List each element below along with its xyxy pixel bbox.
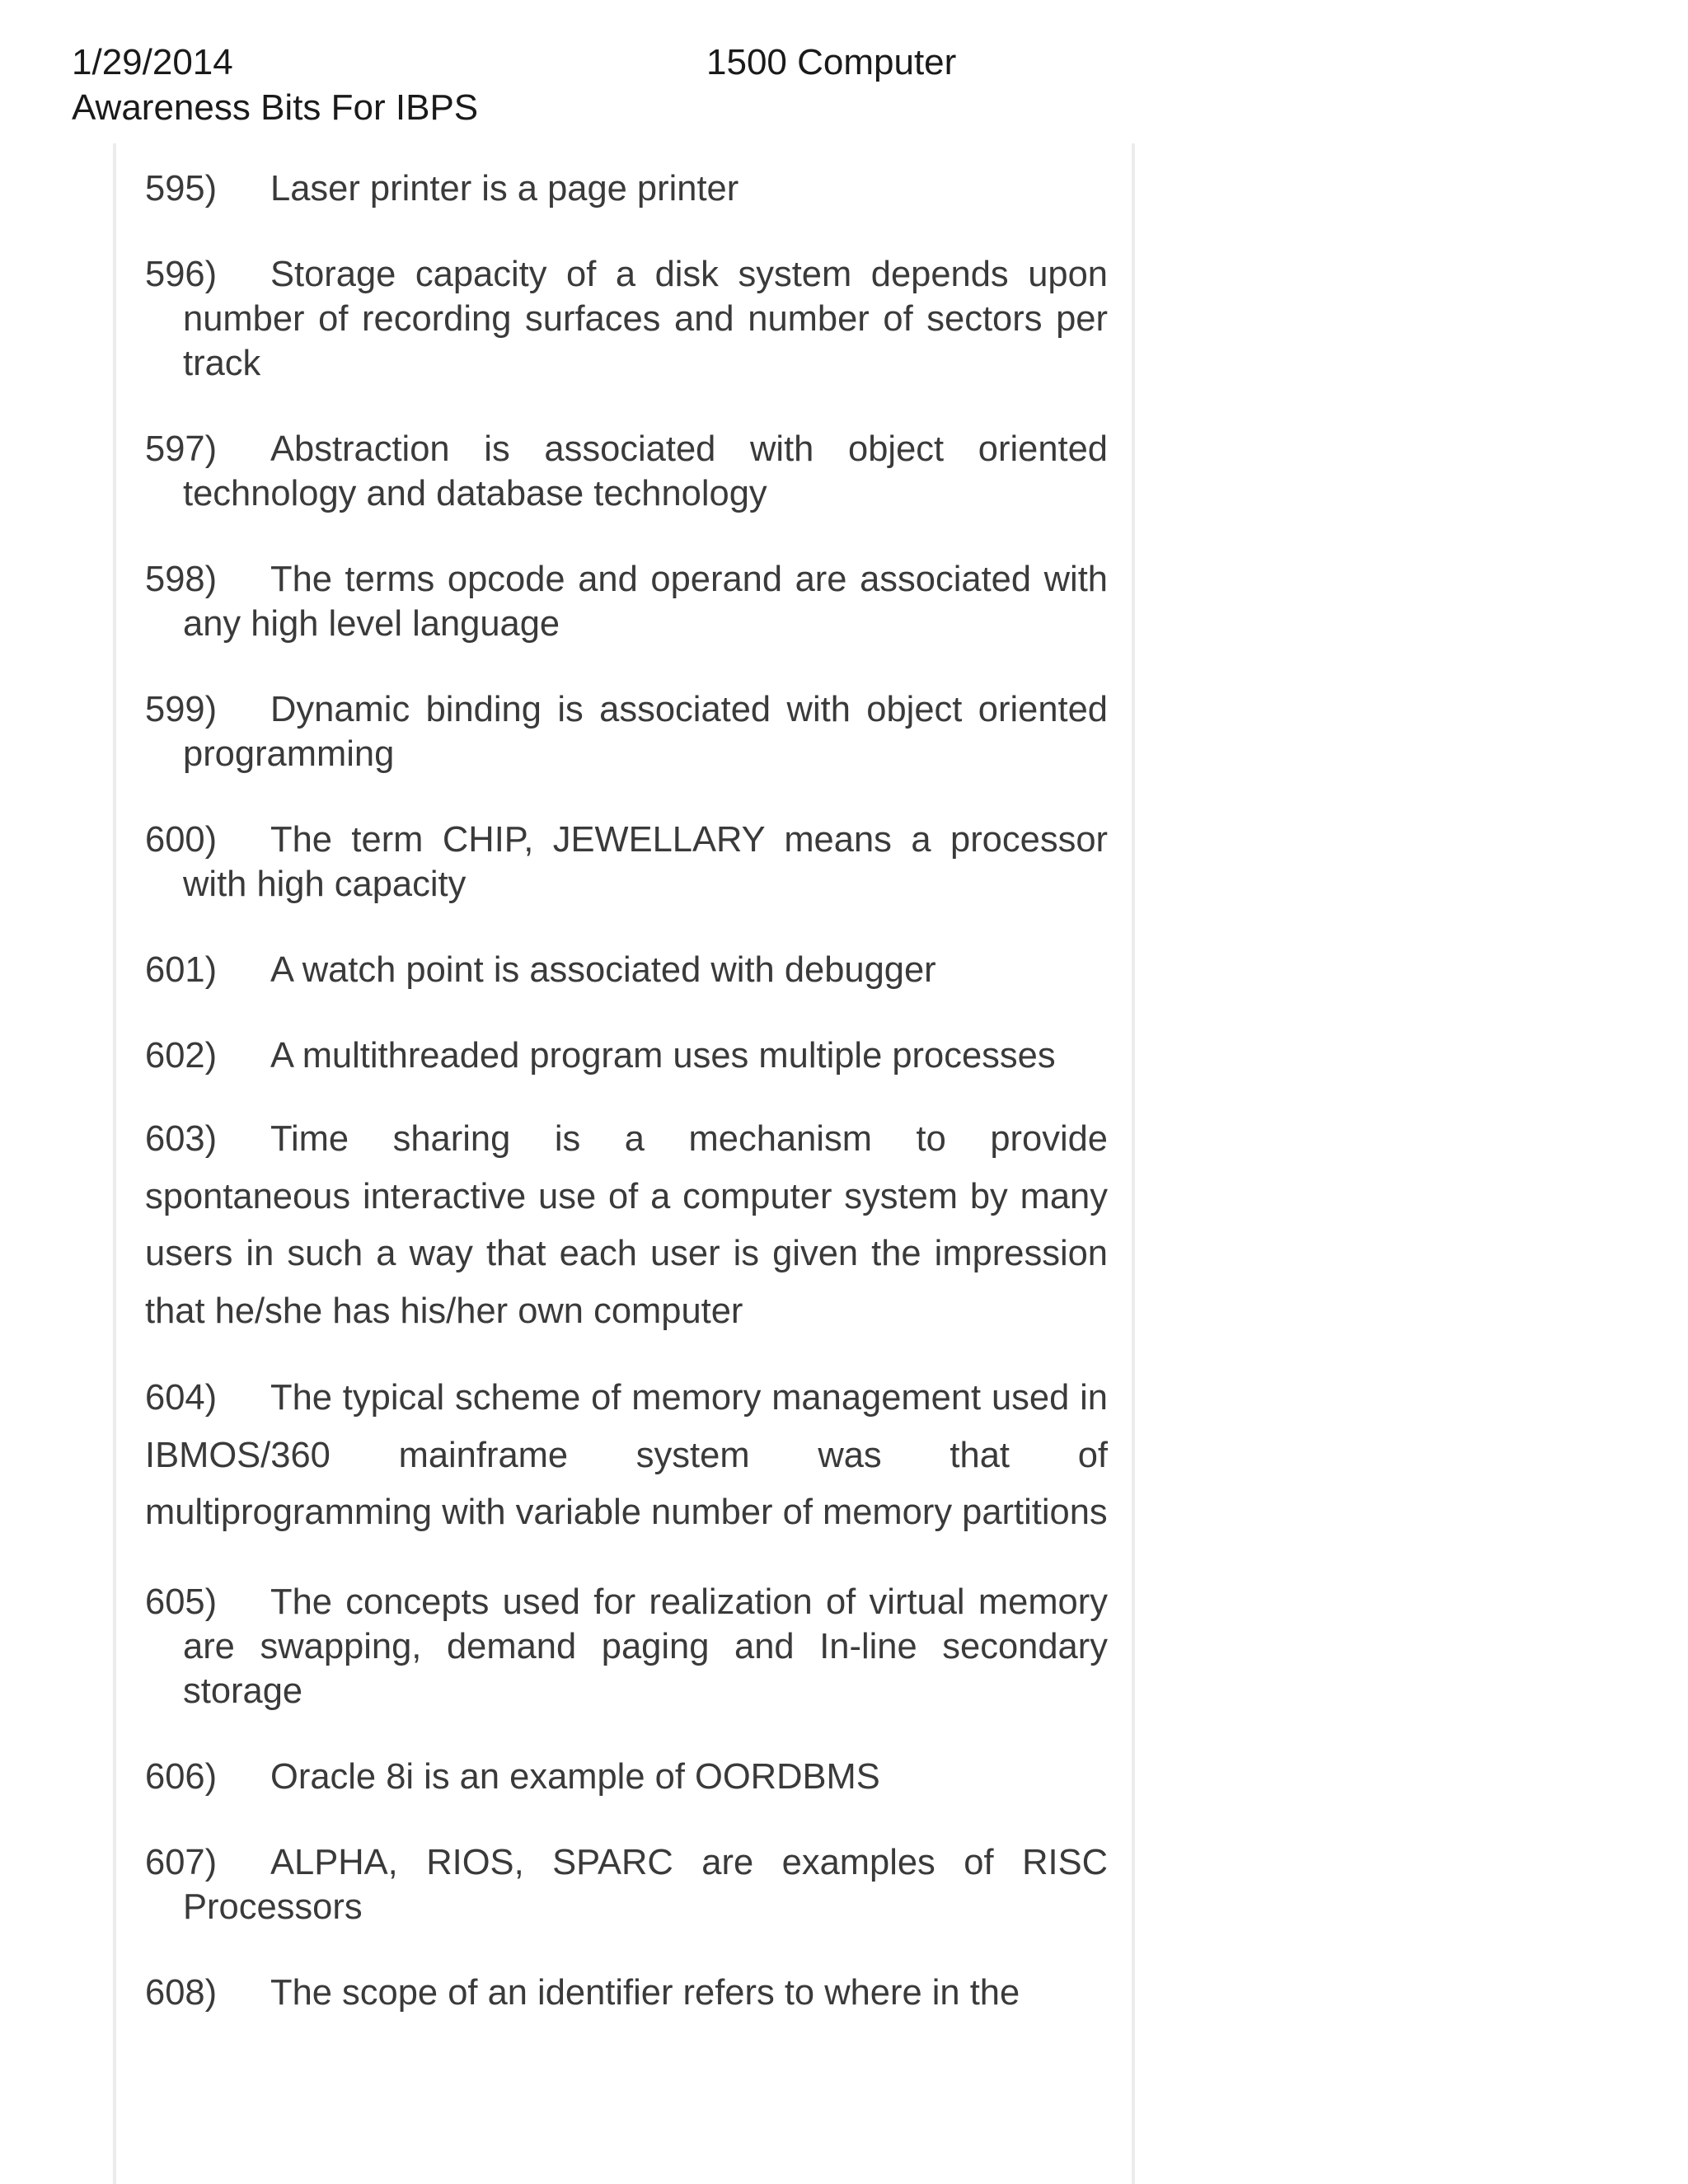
list-item (145, 948, 1108, 992)
item-number: 603) (145, 1119, 218, 1159)
item-text: A multithreaded program uses multiple processes (270, 1036, 1056, 1076)
bits-list (145, 166, 1108, 2056)
item-text: Time sharing is a mechanism to provide spontaneous interactive use of a computer system by many users in such a way that each user is given the impression that he/she has his/her own computer (145, 1119, 1108, 1331)
item-number: 608) (145, 1972, 218, 2013)
list-item (145, 818, 1108, 907)
item-text: Oracle 8i is an example of OORDBMS (270, 1756, 880, 1797)
list-item (145, 1580, 1108, 1713)
header-date: 1/29/2014 (72, 42, 233, 82)
item-text: Storage capacity of a disk system depends upon number of recording surfaces and number of sectors per track (183, 255, 1108, 383)
item-number: 605) (145, 1582, 218, 1622)
header-title: 1500 Computer (706, 42, 957, 82)
list-item (145, 1971, 1108, 2015)
list-item (145, 1370, 1108, 1542)
item-number: 601) (145, 950, 218, 990)
item-text: The scope of an identifier refers to where in the (270, 1972, 1020, 2013)
list-item (145, 427, 1108, 516)
item-number: 602) (145, 1036, 218, 1076)
list-item (145, 1840, 1108, 1929)
list-item (145, 166, 1108, 211)
item-number: 599) (145, 690, 218, 729)
header-title-continued: Awareness Bits For IBPS (72, 87, 479, 128)
document-body (113, 143, 1135, 2184)
item-text: Dynamic binding is associated with object oriented programming (183, 690, 1108, 774)
item-text: ALPHA, RIOS, SPARC are examples of RISC Processors (183, 1842, 1108, 1927)
item-number: 596) (145, 255, 218, 294)
item-number: 597) (145, 429, 218, 469)
item-number: 607) (145, 1842, 218, 1882)
list-item (145, 687, 1108, 776)
item-text: The term CHIP, JEWELLARY means a processor with high capacity (183, 820, 1108, 904)
item-text: The typical scheme of memory management used in IBMOS/360 mainframe system was that of multiprogramming with variable number of memory partitions (145, 1378, 1108, 1532)
list-item (145, 252, 1108, 386)
item-text: The terms opcode and operand are associated with any high level language (183, 560, 1108, 644)
item-number: 598) (145, 560, 218, 599)
list-item (145, 557, 1108, 646)
item-number: 600) (145, 820, 218, 860)
list-item (145, 1033, 1108, 1078)
item-number: 604) (145, 1378, 218, 1418)
list-item (145, 1111, 1108, 1340)
item-text: A watch point is associated with debugger (270, 950, 936, 990)
item-text: Laser printer is a page printer (270, 169, 739, 209)
item-number: 606) (145, 1756, 218, 1797)
item-number: 595) (145, 169, 218, 209)
list-item (145, 1755, 1108, 1799)
item-text: Abstraction is associated with object oriented technology and database technology (183, 429, 1108, 513)
item-text: The concepts used for realization of virtual memory are swapping, demand paging and In-line secondary storage (183, 1582, 1108, 1711)
